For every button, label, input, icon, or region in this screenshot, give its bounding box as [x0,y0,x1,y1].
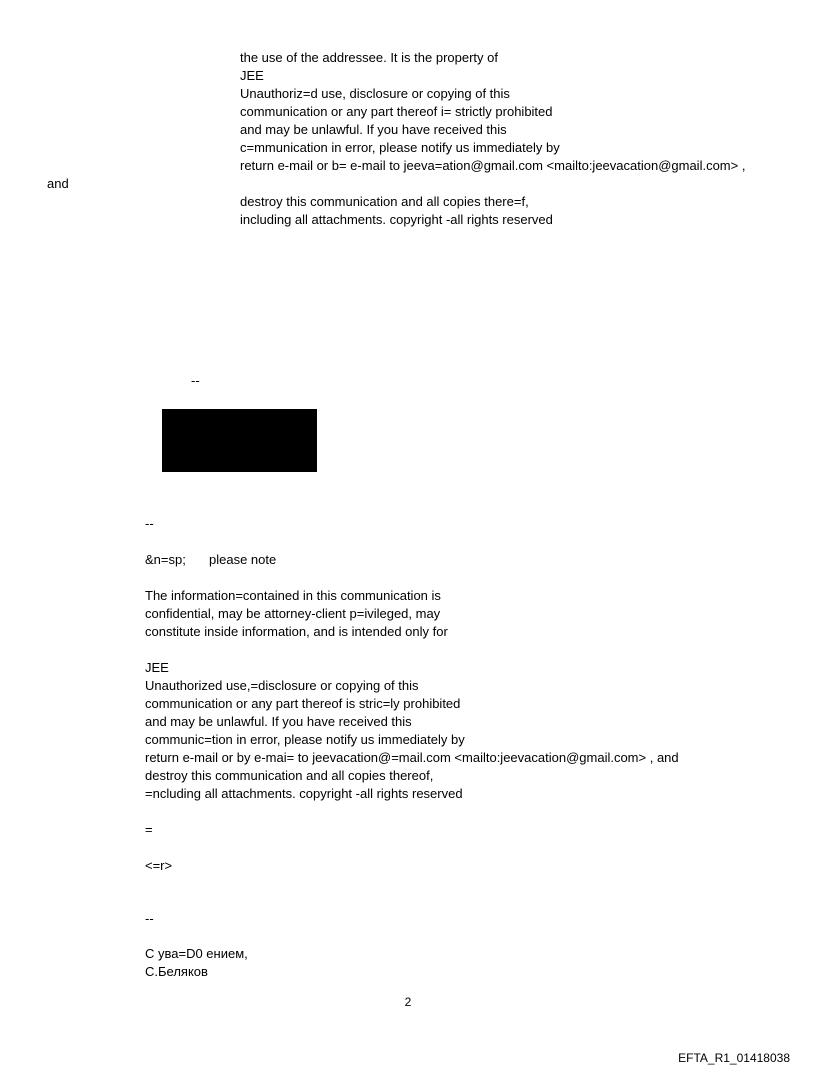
stray-equals: = [145,822,153,837]
disclaimer-line: Unauthorized use,=disclosure or copying of this [145,678,419,693]
please-note: please note [209,552,277,567]
disclaimer-line: communication or any part thereof is stric=ly prohibited [145,696,461,711]
disclaimer-line: confidential, may be attorney-client p=ivileged, may [145,606,441,621]
disclaimer-line: Unauthoriz=d use, disclosure or copying of this [240,86,510,101]
stray-br-tag: <=r> [145,858,173,873]
signature-separator: -- [191,373,200,388]
disclaimer-line: destroy this communication and all copies there=f, [240,194,529,209]
page-number: 2 [404,995,412,1009]
bates-number: EFTA_R1_01418038 [678,1051,790,1065]
disclaimer-line: The information=contained in this communication is [145,588,441,603]
disclaimer-line: =ncluding all attachments. copyright -all rights reserved [145,786,463,801]
disclaimer-line: destroy this communication and all copies thereof, [145,768,434,783]
disclaimer-line: JEE [240,68,264,83]
signature-line: С.Беляков [145,964,208,979]
nbsp-entity: &n=sp; [145,552,186,567]
disclaimer-line: c=mmunication in error, please notify us immediately by [240,140,560,155]
redaction-box [162,409,317,472]
signature-line: С ува=D0 ением, [145,946,248,961]
disclaimer-line: communication or any part thereof i= strictly prohibited [240,104,553,119]
disclaimer-line: constitute inside information, and is intended only for [145,624,448,639]
signature-separator: -- [145,516,154,531]
disclaimer-line: and may be unlawful. If you have received this [145,714,412,729]
signature-separator: -- [145,911,154,926]
disclaimer-line: the use of the addressee. It is the property of [240,50,498,65]
disclaimer-line: and may be unlawful. If you have received this [240,122,507,137]
disclaimer-line: return e-mail or b= e-mail to jeeva=ation@gmail.com <mailto:jeevacation@gmail.com> , [240,158,746,173]
wrapped-word: and [47,176,69,191]
disclaimer-line: including all attachments. copyright -all rights reserved [240,212,553,227]
disclaimer-line: JEE [145,660,169,675]
disclaimer-line: return e-mail or by e-mai= to jeevacation@=mail.com <mailto:jeevacation@gmail.com> , and [145,750,679,765]
disclaimer-line: communic=tion in error, please notify us immediately by [145,732,465,747]
